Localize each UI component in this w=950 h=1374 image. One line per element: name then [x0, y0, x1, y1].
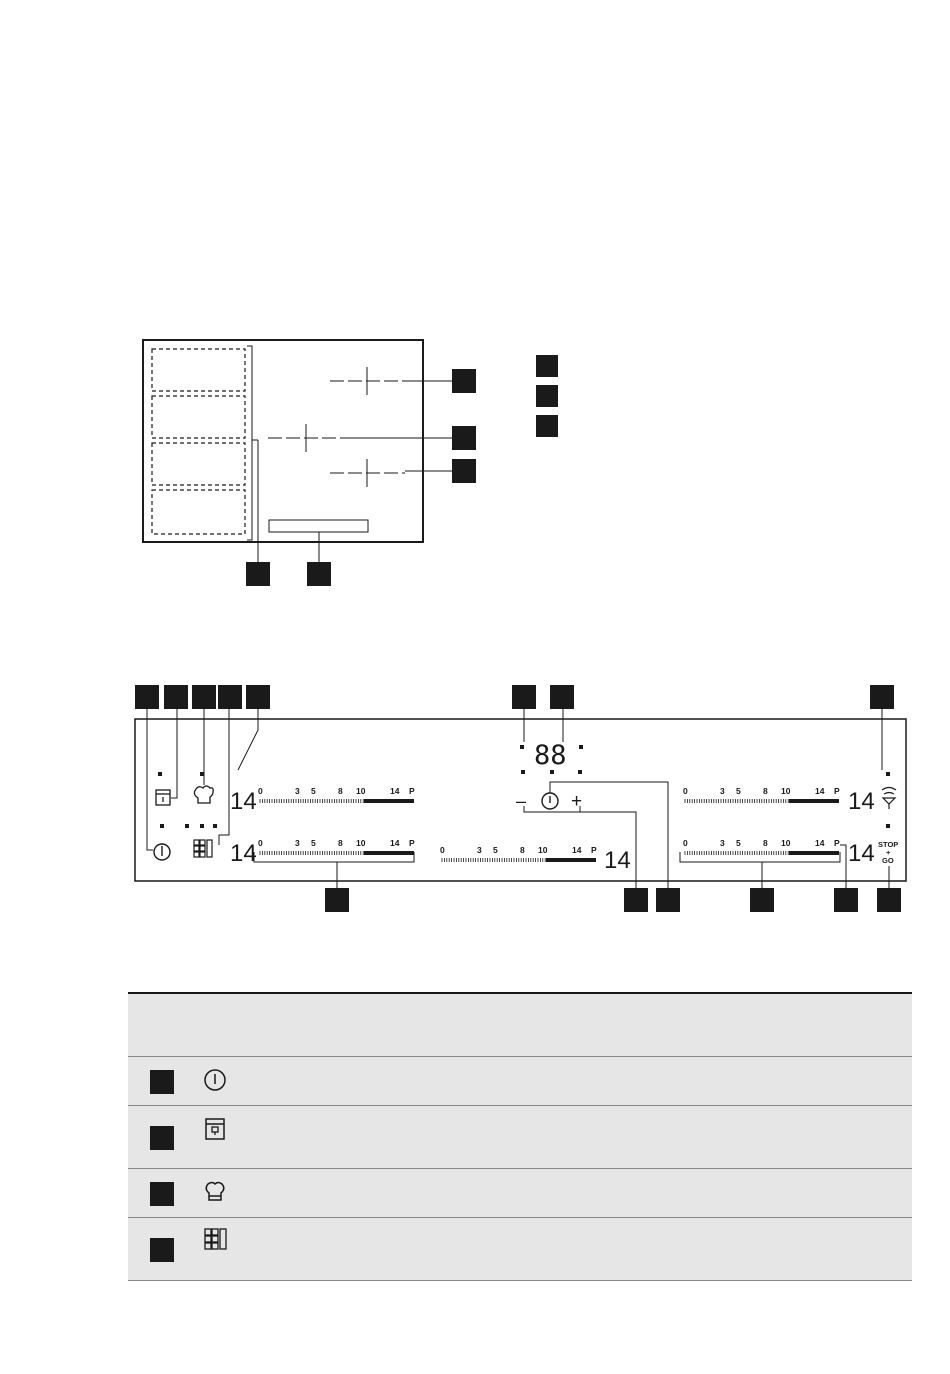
scale-label: 0: [440, 845, 445, 855]
scale-label: 10: [781, 786, 791, 796]
callout-marker: [452, 459, 476, 483]
slider-middle: [440, 845, 631, 874]
scale-label: 0: [683, 838, 688, 848]
level-display: 14: [230, 840, 257, 867]
level-display: 14: [604, 847, 631, 874]
level-display: 14: [230, 788, 257, 815]
control-panel-diagram: [120, 680, 920, 920]
scale-label: 14: [815, 786, 825, 796]
callout-marker: [750, 888, 774, 912]
scale-label: 5: [493, 845, 498, 855]
row-number-marker: [150, 1070, 174, 1094]
hob-layout-diagram: [130, 330, 490, 590]
callout-marker: [218, 685, 242, 709]
callout-marker: [325, 888, 349, 912]
flexi-zones: [152, 349, 245, 534]
callout-marker: [452, 369, 476, 393]
symbol-table: [128, 992, 912, 1281]
table-row: [128, 1057, 912, 1106]
callout-marker: [512, 685, 536, 709]
control-panel-outline: [269, 520, 368, 532]
scale-label: 3: [295, 838, 300, 848]
callout-marker: [246, 685, 270, 709]
scale-label: 14: [815, 838, 825, 848]
scale-bar: [546, 858, 596, 862]
scale-label: P: [591, 845, 597, 855]
chef-hat-icon: [202, 1179, 228, 1205]
scale-label: 0: [683, 786, 688, 796]
slider-rear-left: [230, 838, 415, 867]
hob-hood-icon: [882, 788, 896, 810]
lock-icon: [156, 790, 170, 805]
callout-marker: [656, 888, 680, 912]
callout-marker: [246, 562, 270, 586]
scale-label: P: [834, 786, 840, 796]
stop-go-line2: +: [886, 848, 891, 857]
row-number-marker: [150, 1182, 174, 1206]
callout-marker: [135, 685, 159, 709]
scale-label: 8: [763, 838, 768, 848]
callout-marker: [550, 685, 574, 709]
stop-go-line3: GO: [882, 856, 894, 865]
scale-label: 8: [338, 786, 343, 796]
scale-label: 8: [520, 845, 525, 855]
timer-icon: [542, 793, 558, 809]
slider-front-left: [230, 786, 415, 815]
scale-label: 10: [356, 786, 366, 796]
scale-label: 10: [781, 838, 791, 848]
scale-label: P: [409, 838, 415, 848]
table-row: [128, 1106, 912, 1169]
scale-bar: [364, 799, 414, 803]
table-header: [128, 994, 912, 1057]
scale-label: 14: [572, 845, 582, 855]
scale-label: 0: [258, 786, 263, 796]
scale-label: 5: [736, 838, 741, 848]
scale-label: 0: [258, 838, 263, 848]
callout-marker: [834, 888, 858, 912]
scale-label: 5: [736, 786, 741, 796]
bridge-zone-icon: [202, 1226, 230, 1254]
callout-marker: [192, 685, 216, 709]
legend-marker: [536, 355, 558, 377]
slider-front-right: [683, 786, 875, 815]
scale-label: 14: [390, 838, 400, 848]
scale-bar: [789, 799, 839, 803]
zone-crosshairs: [268, 367, 452, 487]
stop-go-line1: STOP: [878, 840, 899, 849]
legend-marker: [536, 415, 558, 437]
scale-label: 10: [538, 845, 548, 855]
scale-bar: [789, 851, 839, 855]
scale-label: 8: [763, 786, 768, 796]
callout-marker: [164, 685, 188, 709]
scale-label: 3: [295, 786, 300, 796]
scale-label: P: [834, 838, 840, 848]
row-number-marker: [150, 1126, 174, 1150]
timer-plus: +: [571, 791, 583, 812]
callout-marker: [307, 562, 331, 586]
scale-label: 3: [720, 838, 725, 848]
power-icon: [154, 844, 170, 860]
level-display: 14: [848, 788, 875, 815]
legend-marker: [536, 385, 558, 407]
scale-label: 14: [390, 786, 400, 796]
table-row: [128, 1169, 912, 1218]
callout-marker: [452, 426, 476, 450]
scale-label: 3: [477, 845, 482, 855]
table-row: [128, 1218, 912, 1281]
callout-marker: [870, 685, 894, 709]
bridge-zone-icon: [194, 840, 212, 857]
timer-display: 88: [534, 740, 567, 771]
power-icon: [202, 1067, 228, 1093]
row-number-marker: [150, 1238, 174, 1262]
scale-label: 5: [311, 838, 316, 848]
scale-label: 3: [720, 786, 725, 796]
scale-label: 5: [311, 786, 316, 796]
chef-hat-icon: [194, 786, 213, 803]
scale-label: 8: [338, 838, 343, 848]
scale-label: 10: [356, 838, 366, 848]
callout-marker: [877, 888, 901, 912]
scale-bar: [364, 851, 414, 855]
scale-label: P: [409, 786, 415, 796]
level-display: 14: [848, 840, 875, 867]
callout-marker: [624, 888, 648, 912]
hob-outline: [143, 340, 423, 542]
timer-minus: –: [516, 791, 527, 811]
lock-icon: [202, 1116, 228, 1142]
